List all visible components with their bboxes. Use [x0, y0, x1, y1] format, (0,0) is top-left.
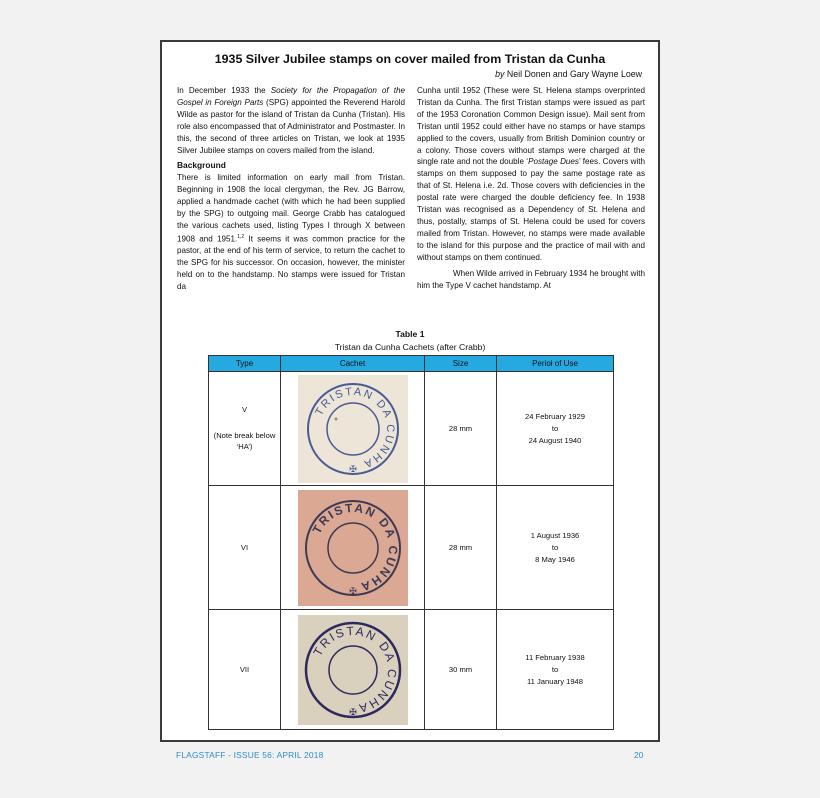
footer-issue: FLAGSTAFF - ISSUE 56: APRIL 2018 — [176, 750, 324, 760]
type-cell: VI — [209, 486, 281, 610]
cachet-v-image — [298, 375, 408, 483]
cachet-table — [208, 355, 614, 730]
type-cell: VII — [209, 610, 281, 730]
table-caption: Tristan da Cunha Cachets (after Crabb) — [334, 342, 486, 352]
document-page — [160, 40, 660, 742]
cachet-cell — [281, 610, 425, 730]
svg-text:✠: ✠ — [348, 585, 357, 596]
period-cell: 24 February 1929 to 24 August 1940 — [497, 372, 614, 486]
cachet-cell — [281, 486, 425, 610]
table-row — [209, 610, 614, 730]
period-cell: 1 August 1936 to 8 May 1946 — [497, 486, 614, 610]
byline-authors: Neil Donen and Gary Wayne Loew — [506, 69, 642, 79]
period-cell: 11 February 1938 to 11 January 1948 — [497, 610, 614, 730]
right-column — [417, 85, 645, 295]
intro-paragraph: In December 1933 the Society for the Propagation of the Gospel in Foreign Parts (SPG) appointed the Reverend Harold Wilde as pastor for the island of Tristan da Cunha (Tristan). His role also encompassed that of Administrator and Postmaster. In this, the second of three articles on Tristan, we look at 1935 Silver Jubilee stamps on covers mailed from the island. — [177, 86, 405, 155]
svg-text:✠: ✠ — [348, 706, 357, 717]
footer-page-number: 20 — [634, 750, 644, 760]
svg-text:TRISTAN DA CUNHA: TRISTAN DA CUNHA — [309, 500, 400, 594]
byline-by: by — [495, 69, 505, 79]
byline — [495, 69, 642, 79]
type-cell: V (Note break below ‘HA’) — [209, 372, 281, 486]
table-header-row — [209, 356, 614, 372]
wilde-paragraph: When Wilde arrived in February 1934 he brought with him the Type V cachet handstamp. At — [417, 268, 645, 290]
cachet-vi-image — [298, 490, 408, 606]
table-number: Table 1 — [395, 329, 425, 339]
history-paragraph: Cunha until 1952 (These were St. Helena stamps overprinted Tristan da Cunha. The first Tristan stamps were issued as part of the 1953 Coronation Common Design issue). Mail sent from Tristan until 1952 could either have no stamps or have stamps applied to the covers, usually from British Dominion country or a colony. Those covers without stamps were charged at the single rate and not the double ‘Postage Dues’ fees. Covers with stamps on them supposed to pay the same postage rate as that of St. Helena i.e. 2d. Those covers with deficiencies in the postal rate were charged the double deficiency fee. In 1938 Tristan was recognised as a Dependency of St. Helena and thus, postally, stamps of St. Helena could be used for covers mailed from Tristan. However, no stamps were made available to the island for this purpose and the practice of mail with and without stamps on them continued. — [417, 86, 645, 262]
table-row — [209, 486, 614, 610]
cachet-vii-image — [298, 615, 408, 725]
left-column — [177, 85, 405, 297]
svg-text:TRISTAN DA CUNHA: TRISTAN DA CUNHA — [312, 385, 396, 470]
type-note: (Note break below ‘HA’) — [213, 431, 276, 451]
header-cachet: Cachet — [281, 356, 425, 372]
background-heading: Background — [177, 160, 226, 171]
article-title: 1935 Silver Jubilee stamps on cover mailed from Tristan da Cunha — [214, 52, 606, 66]
size-cell: 28 mm — [425, 372, 497, 486]
svg-text:TRISTAN DA CUNHA: TRISTAN DA CUNHA — [310, 623, 399, 716]
cachet-cell — [281, 372, 425, 486]
background-paragraph: There is limited information on early mail from Tristan. Beginning in 1908 the local clergyman, the Rev. JG Barrow, applied a handmade cachet (with which he had been supplied by the SPG) to outgoing mail. George Crabb has catalogued the various cachets used, listing Types I through X between 1908 and 1951.$^{1,2}$ It seems it was common practice for the pastor, at the end of his term of service, to return the cachet to the SPG for his successor. On occasion, however, the minister held on to the handstamp. No stamps were issued for Tristan da — [177, 173, 405, 292]
header-type: Type — [209, 356, 281, 372]
header-period: Perioł of Use — [497, 356, 614, 372]
table-row — [209, 372, 614, 486]
size-cell: 28 mm — [425, 486, 497, 610]
svg-text:✠: ✠ — [348, 463, 357, 474]
size-cell: 30 mm — [425, 610, 497, 730]
header-size: Size — [425, 356, 497, 372]
